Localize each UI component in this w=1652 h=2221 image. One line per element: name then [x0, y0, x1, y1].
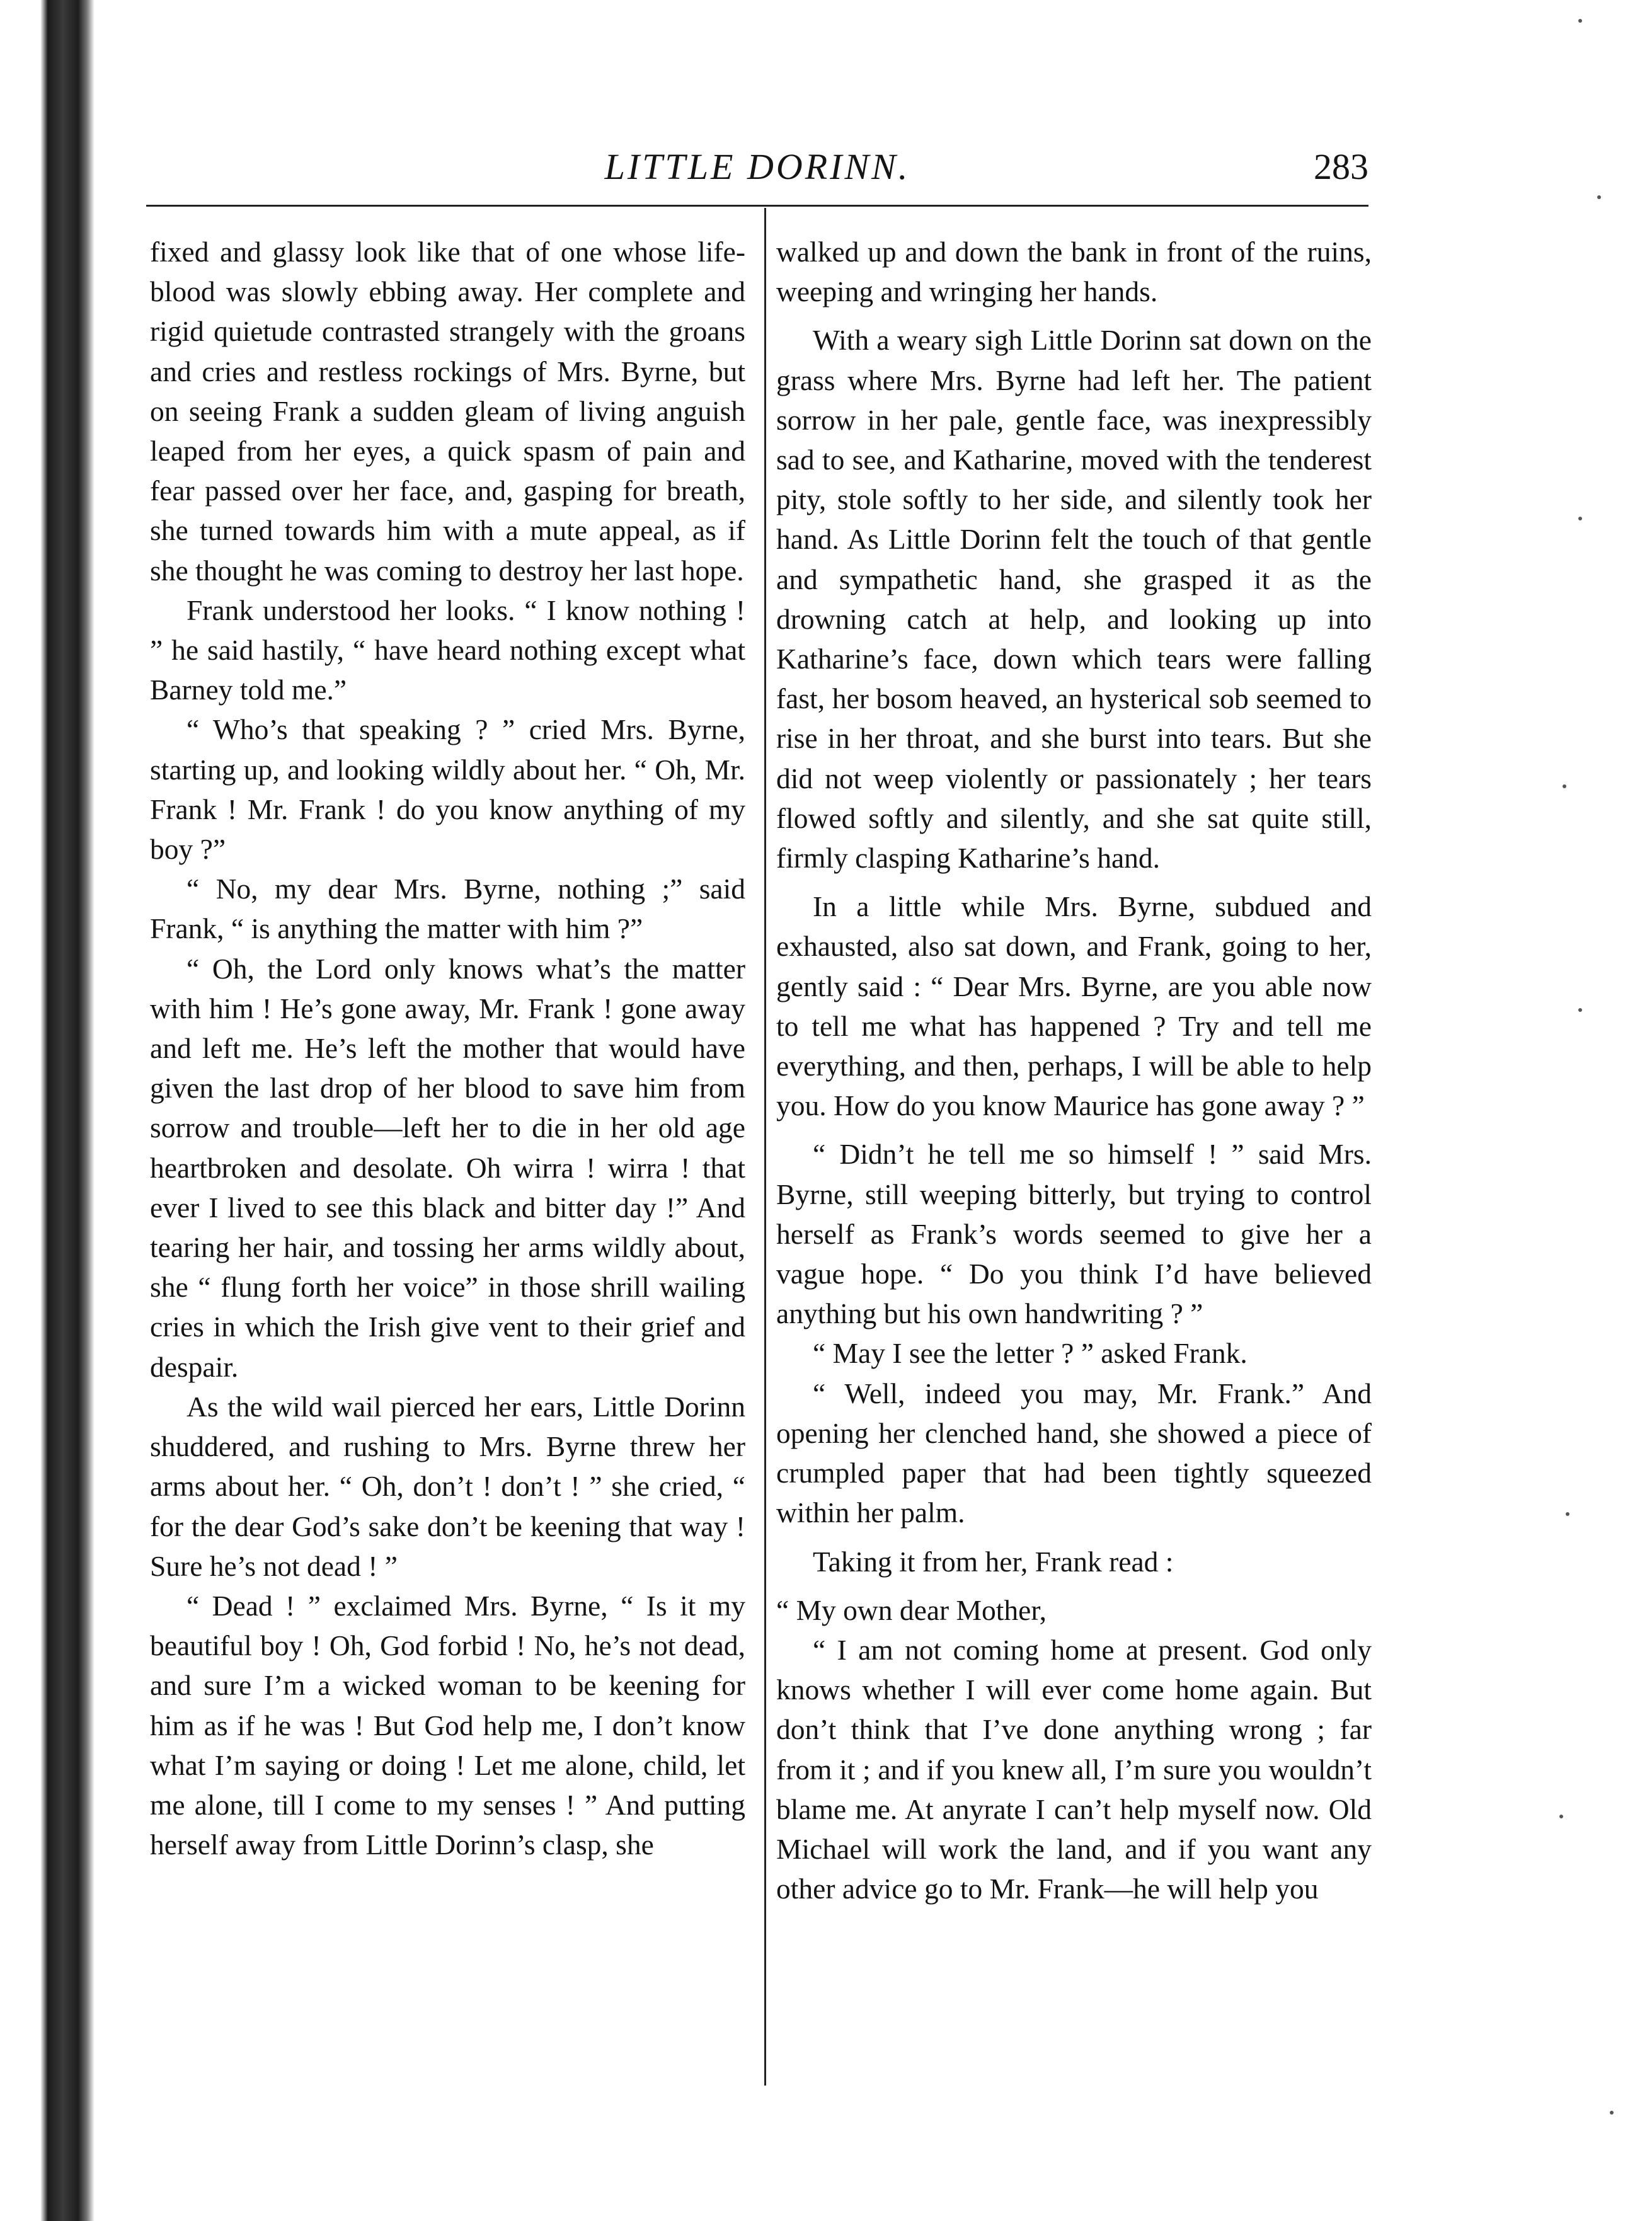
paragraph: “ Didn’t he tell me so himself ! ” said Mrs. Byrne, still weeping bitterly, but trying to control herself as Frank’s words seemed to give her a vague hope. “ Do you think I’d have believed anything but his own handwriting ? ”	[776, 1138, 1372, 1330]
letter-paragraph: “ I am not coming home at present. God only knows whether I will ever come home again. But don’t think that I’ve done anything wrong ; far from it ; and if you knew all, I’m sure you wouldn’t blame me. At anyrate I can’t help myself now. Old Michael will work the land, and if you want any other advice go to Mr. Frank—he will help you	[776, 1633, 1372, 1905]
scan-speck	[1597, 195, 1601, 199]
column-divider	[764, 208, 766, 2086]
paragraph: “ Who’s that speaking ? ” cried Mrs. Byrne, starting up, and looking wildly about her. “ Oh, Mr. Frank ! Mr. Frank ! do you know anything of my boy ?”	[150, 713, 745, 866]
paragraph: “ Oh, the Lord only knows what’s the matter with him ! He’s gone away, Mr. Frank ! gone away and left me. He’s left the mother that would have given the last drop of her blood to save him from sorrow and trouble—left her to die in her old age heartbroken and desolate. Oh wirra ! wirra ! that ever I lived to see this black and bitter day !” And tearing her hair, and tossing her arms wildly about, she “ flung forth her voice” in those shrill wailing cries in which the Irish give vent to their grief and despair.	[150, 952, 745, 1383]
letter-salutation: “ My own dear Mother,	[776, 1593, 1047, 1626]
right-column	[776, 232, 1372, 1908]
scan-speck	[1559, 1815, 1563, 1818]
paragraph: Taking it from her, Frank read :	[813, 1545, 1174, 1578]
paragraph: With a weary sigh Little Dorinn sat down on the grass where Mrs. Byrne had left her. The patient sorrow in her pale, gentle face, was inexpressibly sad to see, and Katharine, moved with the tenderest pity, stole softly to her side, and silently took her hand. As Little Dorinn felt the touch of that gentle and sympathetic hand, she grasped it as the drowning catch at help, and looking up into Katharine’s face, down which tears were falling fast, her bosom heaved, an hysterical sob seemed to rise in her throat, and she burst into tears. But she did not weep violently or passionately ; her tears flowed softly and silently, and she sat quite still, firmly clasping Katharine’s hand.	[776, 324, 1372, 875]
page-number: 283	[1314, 146, 1368, 187]
scan-speck	[1563, 784, 1566, 788]
running-title: LITTLE DORINN.	[604, 146, 910, 187]
paragraph: “ Dead ! ” exclaimed Mrs. Byrne, “ Is it my beautiful boy ! Oh, God forbid ! No, he’s not dead, and sure I’m a wicked woman to be keening for him as if he was ! But God help me, I don’t know what I’m saying or doing ! Let me alone, child, let me alone, till I come to my senses ! ” And putting herself away from Little Dorinn’s clasp, she	[150, 1589, 745, 1861]
header-rule	[146, 205, 1368, 207]
paragraph: Frank understood her looks. “ I know nothing ! ” he said hastily, “ have heard nothing except what Barney told me.”	[150, 594, 745, 706]
paragraph: “ No, my dear Mrs. Byrne, nothing ;” said Frank, “ is anything the matter with him ?”	[150, 873, 745, 945]
scan-speck	[1578, 19, 1582, 23]
scan-speck	[1566, 1512, 1569, 1516]
left-column	[150, 232, 745, 1864]
paragraph: “ May I see the letter ? ” asked Frank.	[813, 1337, 1248, 1370]
paragraph: walked up and down the bank in front of the ruins, weeping and wringing her hands.	[776, 236, 1372, 308]
scan-speck	[1578, 1008, 1582, 1012]
paragraph: In a little while Mrs. Byrne, subdued and exhausted, also sat down, and Frank, going to her, gently said : “ Dear Mrs. Byrne, are you able now to tell me what has happened ? Try and tell me everything, and then, perhaps, I will be able to help you. How do you know Maurice has gone away ? ”	[776, 890, 1372, 1122]
scan-speck	[1610, 2111, 1614, 2115]
paragraph: fixed and glassy look like that of one whose life-blood was slowly ebbing away. Her complete and rigid quietude contrasted strangely with the groans and cries and restless rockings of Mrs. Byrne, but on seeing Frank a sudden gleam of living anguish leaped from her eyes, a quick spasm of pain and fear passed over her face, and, gasping for breath, she turned towards him with a mute appeal, as if she thought he was coming to destroy her last hope.	[150, 236, 745, 587]
running-head	[146, 142, 1368, 198]
paragraph: As the wild wail pierced her ears, Little Dorinn shuddered, and rushing to Mrs. Byrne threw her arms about her. “ Oh, don’t ! don’t ! ” she cried, “ for the dear God’s sake don’t be keening that way ! Sure he’s not dead ! ”	[150, 1390, 745, 1582]
scan-speck	[1578, 517, 1582, 520]
binding-shadow	[0, 0, 95, 2221]
paragraph: “ Well, indeed you may, Mr. Frank.” And opening her clenched hand, she showed a piece of crumpled paper that had been tightly squeezed within her palm.	[776, 1377, 1372, 1529]
